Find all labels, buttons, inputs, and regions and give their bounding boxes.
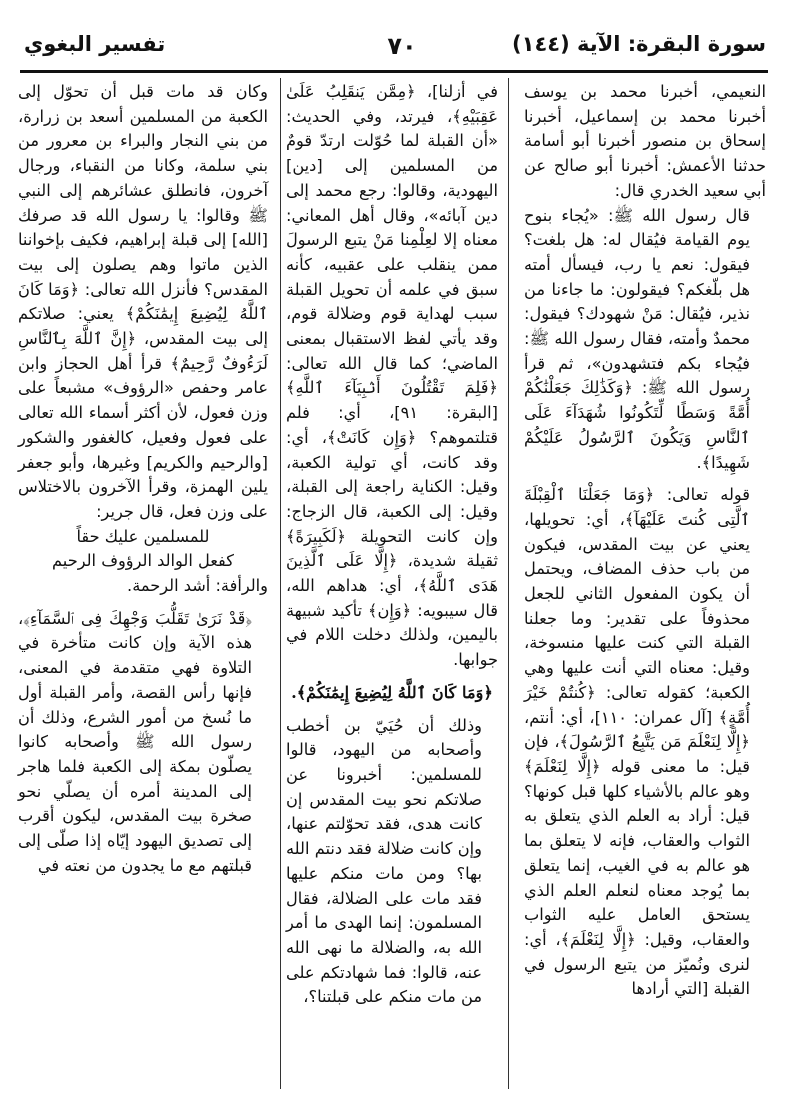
column-divider-right xyxy=(508,78,509,1089)
isnad-paragraph: النعيمي، أخبرنا محمد بن يوسف أخبرنا محمد بن إسماعيل، أخبرنا إسحاق بن منصور أخبرنا أبو أسامة حدثنا الأعمش: أخبرنا أبو صالح عن أبي سعيد الخدري قال: xyxy=(524,82,766,200)
poetry-line-1: للمسلمين عليك حقاً xyxy=(76,526,210,546)
column-divider-left xyxy=(280,78,281,1089)
text-column-right xyxy=(524,80,766,1002)
header-divider xyxy=(20,70,768,73)
surah-verse-heading: سورة البقرة: الآية (١٤٤) xyxy=(512,32,766,56)
tafsir-paragraph: وكان قد مات قبل أن تحوّل إلى الكعبة من المسلمين أسعد بن زرارة، من بني النجار والبراء بن معرور من بني سلمة، وكانا من النقباء، ورجال آخرون، فانطلق عشائرهم إلى النبي ﷺ وقالوا: يا رسول الله قد صرفك [الله] إلى قبلة إبراهيم، فكيف بإخواننا الذين ماتوا وهم يصلون إلى بيت المقدس؟ فأنزل الله تعالى: ﴿وَمَا كَانَ ٱللَّهُ لِيُضِيعَ إِيمَٰنَكُمْ﴾ يعني: صلاتكم إلى بيت المقدس، ﴿إِنَّ ٱللَّهَ بِٱلنَّاسِ لَرَءُوفٌ رَّحِيمٌ﴾ قرأ أهل الحجاز وابن عامر وحفص «الرؤوف» مشبعاً على وزن فعول، لأن أكثر أسماء الله تعالى على فعول وفعيل، كالغفور والشكور [والرحيم والكريم] وغيرها، وأبو جعفر يلين الهمزة، وقرأ الآخرون بالاختلاس على وزن فعل، قال جرير: xyxy=(18,82,268,521)
verse-heading: ﴿وَمَا كَانَ ٱللَّهُ لِيُضِيعَ إِيمَٰنَكُمْ﴾. xyxy=(291,682,493,702)
tafsir-paragraph: والرأفة: أشد الرحمة. xyxy=(127,576,268,596)
verse-commentary-paragraph: ﴿قَدْ نَرَىٰ تَقَلُّبَ وَجْهِكَ فِى ٱلسَّمَآءِ﴾، هذه الآية وإن كانت متأخرة في التلاوة فهي متقدمة في المعنى، فإنها رأس القصة، وأمر القبلة أول ما نُسخ من أمور الشرع، وذلك أن رسول الله ﷺ وأصحابه كانوا يصلّون بمكة إلى الكعبة فلما هاجر إلى المدينة أمره أن يصلّي نحو صخرة بيت المقدس، ليكون أقرب إلى تصديق اليهود إيّاه إذا صلّى إلى قبلتهم مع ما يجدون من نعته في xyxy=(18,608,252,875)
tafsir-paragraph: قوله تعالى: ﴿وَمَا جَعَلْنَا ٱلْقِبْلَةَ ٱلَّتِى كُنتَ عَلَيْهَآ﴾، أي: تحويلها، يعني عن بيت المقدس، فيكون من باب حذف المضاف، ويحتمل أن يكون المفعول الثاني للجعل محذوفاً على تقدير: وما جعلنا القبلة التي كنت عليها منسوخة، وقيل: معناه التي أنت عليها وهي الكعبة؛ كقوله تعالى: ﴿كُنتُمْ خَيْرَ أُمَّةٍ﴾ [آل عمران: ١١٠]، أي: أنتم، ﴿إِلَّا لِنَعْلَمَ مَن يَتَّبِعُ ٱلرَّسُولَ﴾، فإن قيل: ما معنى قوله ﴿إِلَّا لِنَعْلَمَ﴾ وهو عالم بالأشياء كلها قبل كونها؟ قيل: أراد به العلم الذي يتعلق به الثواب والعقاب، فإنه لا يتعلق بما هو عالم به في الغيب، إنما يتعلق بما يُوجد معناه لنعلم العلم الذي يستحق العامل عليه الثواب والعقاب، وقيل: ﴿إِلَّا لِنَعْلَمَ﴾، أي: لنرى ونُميّز من يتبع الرسول في القبلة [التي أرادها xyxy=(524,485,750,999)
poetry-line-2: كفعل الوالد الرؤوف الرحيم xyxy=(52,551,234,571)
tafsir-paragraph: في أزلنا]، ﴿مِمَّن يَنقَلِبُ عَلَىٰ عَقِبَيْهِ﴾، فيرتد، وفي الحديث: «أن القبلة لما حُوّلت ارتدّ قومٌ من المسلمين إلى [دين] اليهودية، وقالوا: رجع محمد إلى دين آبائه»، وقال أهل المعاني: معناه إلا لعِلْمِنا مَنْ يتبع الرسولَ ممن ينقلب على عقبيه، كأنه سبق في علمه أن تحويل القبلة سبب لهداية قوم وضلالة قوم، وقد يأتي لفظ الاستقبال بمعنى الماضي؛ كما قال الله تعالى: ﴿فَلِمَ تَقْتُلُونَ أَنۢبِيَآءَ ٱللَّهِ﴾ [البقرة: ٩١]، أي: فلم قتلتموهم؟ ﴿وَإِن كَانَتْ﴾، أي: وقد كانت، أي تولية الكعبة، وقيل: الكناية راجعة إلى القبلة، وقيل: إلى الكعبة، قال الزجاج: وإن كانت التحويلة ﴿لَكَبِيرَةً﴾ ثقيلة شديدة، ﴿إِلَّا عَلَى ٱلَّذِينَ هَدَى ٱللَّهُ﴾، أي: هداهم الله، قال سيبويه: ﴿وَإِن﴾ تأكيد شبيهة باليمين، ولذلك دخلت اللام في جوابها. xyxy=(286,82,498,670)
hadith-paragraph: قال رسول الله ﷺ: «يُجاء بنوح يوم القيامة فيُقال له: هل بلغت؟ فيقول: نعم يا رب، فيسأل أمته هل بلّغكم؟ فيقولون: ما جاءنا من نذير، فيُقال: مَنْ شهودك؟ فيقول: محمدٌ وأمته، فقال رسول الله ﷺ: فيُجاء بكم فتشهدون»، ثم قرأ رسول الله ﷺ: ﴿وَكَذَٰلِكَ جَعَلْنَٰكُمْ أُمَّةً وَسَطًا لِّتَكُونُوا شُهَدَآءَ عَلَى ٱلنَّاسِ وَيَكُونَ ٱلرَّسُولُ عَلَيْكُمْ شَهِيدًا﴾. xyxy=(524,205,750,472)
text-column-middle xyxy=(286,80,498,1010)
text-column-left xyxy=(18,80,268,879)
book-title: تفسير البغوي xyxy=(24,32,166,56)
page-number: ٧٠ xyxy=(387,32,417,60)
tafsir-paragraph: وذلك أن حُيَيّ بن أخطب وأصحابه من اليهود، قالوا للمسلمين: أخبرونا عن صلاتكم نحو بيت المقدس إن كانت هدى، فقد تحوّلتم عنها، وإن كانت ضلالة فقد دنتم الله بها؟ ومن مات منكم عليها فقد مات على الضلالة، فقال المسلمون: إنما الهدى ما أمر الله به، والضلالة ما نهى الله عنه، قالوا: فما شهادتكم على من مات منكم على قبلتنا؟، xyxy=(286,715,482,1007)
